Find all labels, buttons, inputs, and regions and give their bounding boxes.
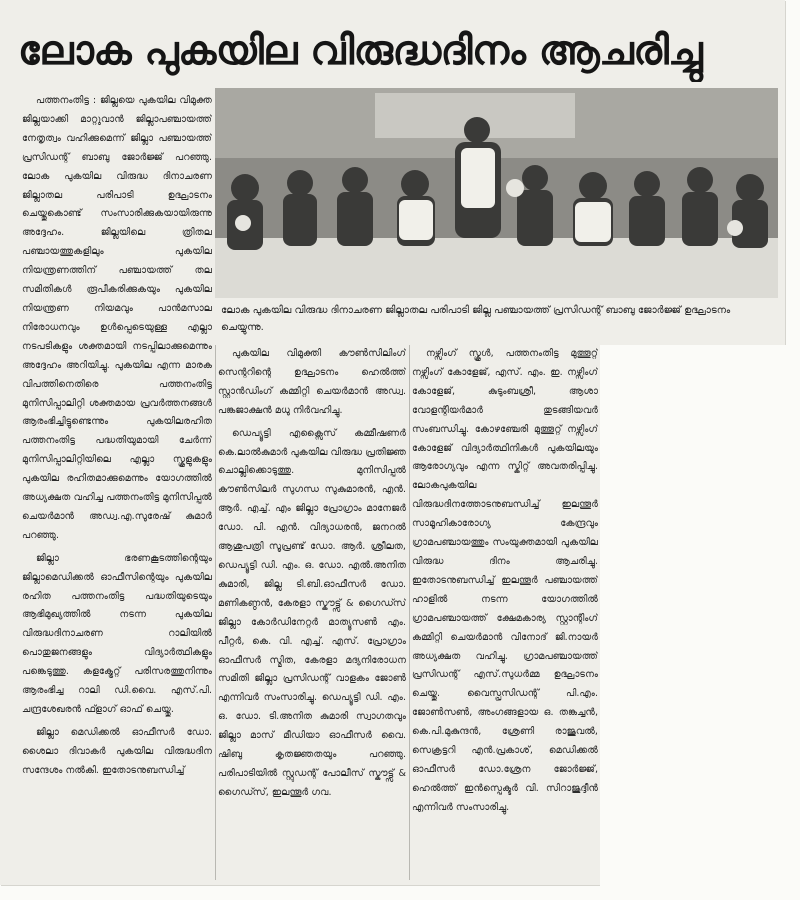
article-column-3 [412,345,598,885]
column-divider [215,345,216,880]
paragraph: നഴ്സിംഗ് സ്കൂള്‍, പത്തനംതിട്ട മുത്തൂറ്റ് നഴ്സിംഗ് കോളേജ്, എസ്. എം. ഇ. നഴ്സിംഗ് കോളേജ്, കുടുംബശ്രീ, ആശാ വോളന്റിയര്‍മാര്‍ തുടങ്ങിയവര്‍ സംബന്ധിച്ചു. കോഴഞ്ചേരി മുത്തൂറ്റ് നഴ്സിംഗ് കോളേജ് വിദ്യാര്‍ത്ഥിനികള്‍ പുകയിലയും ആരോഗ്യവും എന്ന സ്കിറ്റ് അവതരിപ്പിച്ചു. ലോകപുകയില വിരുദ്ധദിനത്തോടനുബന്ധിച്ച് ഇലന്തൂര്‍ സാമൂഹികാരോഗ്യ കേന്ദ്രവും ഗ്രാമപഞ്ചായത്തും സംയുക്തമായി പുകയില വിരുദ്ധ ദിനം ആചരിച്ചു. ഇതോടനുബന്ധിച്ച് ഇലന്തൂര്‍ പഞ്ചായത്ത് ഹാളില്‍ നടന്ന യോഗത്തില്‍ ഗ്രാമപഞ്ചായത്ത് ക്ഷേമകാര്യ സ്റ്റാന്റിംഗ് കമ്മിറ്റി ചെയര്‍മാന്‍ വിനോദ് ജി.നായര്‍ അധ്യക്ഷത വഹിച്ചു. ഗ്രാമപഞ്ചായത്ത് പ്രസിഡന്റ് എസ്.സുധര്‍മ്മ ഉദ്ഘാടനം ചെയ്തു. വൈസ്പ്രസിഡന്റ് പി.എം. ജോണ്‍സണ്‍, അംഗങ്ങളായ ഒ. തങ്കച്ചന്‍, കെ.പി.മുകുന്ദന്‍, ശ്രേണി രാജുവല്‍, സെക്രട്ടറി എന്‍.പ്രകാശ്, മെഡിക്കല്‍ ഓഫീസര്‍ ഡോ.ശ്രേന ജോര്‍ജ്ജ്, ഹെല്‍ത്ത് ഇന്‍സ്പെക്ടര്‍ വി. സിറാജുദ്ദീന്‍ എന്നിവര്‍ സംസാരിച്ചു. [412,348,598,813]
article-column-2 [218,345,406,885]
event-photo [215,88,778,298]
paragraph: ജില്ലാ മെഡിക്കല്‍ ഓഫീസര്‍ ഡോ. ശൈലാ ദിവാകര്‍ പുകയില വിരുദ്ധദിന സന്ദേശം നല്‍കി. ഇതോടനുബന്ധിച്ച് [22,726,212,776]
paragraph: പുകയില വിമുക്തി കൗണ്‍സിലിംഗ് സെന്ററിന്റെ ഉദ്ഘാടനം ഹെല്‍ത്ത് സ്റ്റാന്‍ഡിംഗ് കമ്മിറ്റി ചെയര്‍മാന്‍ അഡ്വ. പങ്കജാക്ഷന്‍ മധു നിര്‍വഹിച്ചു. [218,348,406,416]
photo-caption: ലോക പുകയില വിരുദ്ധ ദിനാചരണ ജില്ലാതല പരിപാടി ജില്ല പഞ്ചായത്ത് പ്രസിഡന്റ് ബാബു ജോര്‍ജ്ജ് ഉദ്ഘാടനം ചെയ്യുന്നു. [221,305,731,333]
paragraph: ജില്ലാ ഭരണകൂടത്തിന്റെയും ജില്ലാമെഡിക്കല്‍ ഓഫീസിന്റെയും പുകയില രഹിത പത്തനംതിട്ട പദ്ധതിയുടെയും ആഭിമുഖ്യത്തില്‍ നടന്ന പുകയില വിരുദ്ധദിനാചരണ റാലിയില്‍ പൊതുജനങ്ങളും വിദ്യാര്‍ത്ഥികളും പങ്കെടുത്തു. കളക്ട്രേറ്റ് പരിസരത്തുനിന്നും ആരംഭിച്ച റാലി ഡി.വൈ. എസ്.പി. ചന്ദ്രശേഖരന്‍ ഫ്ളാഗ് ഓഫ് ചെയ്തു. [22,552,212,715]
column-divider [409,345,410,880]
article-column-1 [22,92,212,882]
paragraph: ഡെപ്യൂട്ടി എക്സൈസ് കമ്മീഷണര്‍ കെ.ലാല്‍കുമാര്‍ പുകയില വിരുദ്ധ പ്രതിജ്ഞ ചൊല്ലിക്കൊടുത്തു. മുനിസിപ്പല്‍ കൗണ്‍സിലര്‍ സുഗന്ധ സുകുമാരന്‍, എന്‍. ആര്‍. എച്ച്. എം ജില്ലാ പ്രോഗ്രാം മാനേജര്‍ ഡോ. പി. എന്‍. വിദ്യാധരന്‍, ജനറല്‍ ആശുപത്രി സൂപ്രണ്ട് ഡോ. ആര്‍. ശ്രീലത, ഡെപ്യൂട്ടി ഡി. എം. ഒ. ഡോ. എല്‍.അനിത കുമാരി, ജില്ല ടി.ബി.ഓഫീസര്‍ ഡോ. മണികണ്ഠന്‍, കേരളാ സ്കൗട്ട്സ് & ഗൈഡ്സ് ജില്ലാ കോര്‍ഡിനേറ്റര്‍ മാത്യൂസണ്‍ എം. പീറ്റര്‍, കെ. വി. എച്ച്. എസ്. പ്രോഗ്രാം ഓഫീസര്‍ സ്മിത, കേരളാ മദ്യനിരോധന സമിതി ജില്ലാ പ്രസിഡന്റ് വാളകം ജോണ്‍ എന്നിവര്‍ സംസാരിച്ചു. ഡെപ്യൂട്ടി ഡി. എം. ഒ. ഡോ. ടി.അനിത കുമാരി സ്വാഗതവും ജില്ലാ മാസ് മീഡിയാ ഓഫീസര്‍ വൈ. ഷിബു കൃതജ്ഞതയും പറഞ്ഞു. പരിപാടിയില്‍ സ്റ്റുഡന്റ് പോലീസ് സ്കൗട്ട്സ് & ഗൈഡ്സ്, ഇലന്തൂര്‍ ഗവ. [218,427,406,798]
headline: ലോക പുകയില വിരുദ്ധദിനം ആചരിച്ചു [18,28,703,74]
page-background-cutout [600,345,800,900]
paragraph: പത്തനംതിട്ട : ജില്ലയെ പുകയില വിമുക്ത ജില്ലയാക്കി മാറ്റുവാന്‍ ജില്ലാപഞ്ചായത്ത് നേതൃത്വം വഹിക്കുമെന്ന് ജില്ലാ പഞ്ചായത്ത് പ്രസിഡന്റ് ബാബു ജോര്‍ജ്ജ് പറഞ്ഞു. ലോക പുകയില വിരുദ്ധ ദിനാചരണ ജില്ലാതല പരിപാടി ഉദ്ഘാടനം ചെയ്തുകൊണ്ട് സംസാരിക്കുകയായിരുന്നു അദ്ദേഹം. ജില്ലയിലെ ത്രിതല പഞ്ചായത്തുകളിലും പുകയില നിയന്ത്രണത്തിന് പഞ്ചായത്ത് തല സമിതികള്‍ രൂപീകരിക്കുകയും പുകയില നിയന്ത്രണ നിയമവും പാന്‍മസാല നിരോധനവും ഉള്‍പ്പെടെയുള്ള എല്ലാ നടപടികളും ശക്തമായി നടപ്പിലാക്കുമെന്നും അദ്ദേഹം അറിയിച്ചു. പുകയില എന്ന മാരക വിപത്തിനെതിരെ പത്തനംതിട്ട മുനിസിപ്പാലിറ്റി ശക്തമായ പ്രവര്‍ത്തനങ്ങള്‍ ആരംഭിച്ചിട്ടുണ്ടെന്നും പുകയിലരഹിത പത്തനംതിട്ട പദ്ധതിയുമായി ചേര്‍ന്ന് മുനിസിപ്പാലിറ്റിയിലെ എല്ലാ സ്കൂളുകളും പുകയില രഹിതമാക്കുമെന്നും യോഗത്തില്‍ അധ്യക്ഷത വഹിച്ച പത്തനംതിട്ട മുനിസിപ്പല്‍ ചെയര്‍മാന്‍ അഡ്വ.എ.സുരേഷ് കുമാര്‍ പറഞ്ഞു. [22,95,212,541]
event-photo-illustration [215,88,778,298]
